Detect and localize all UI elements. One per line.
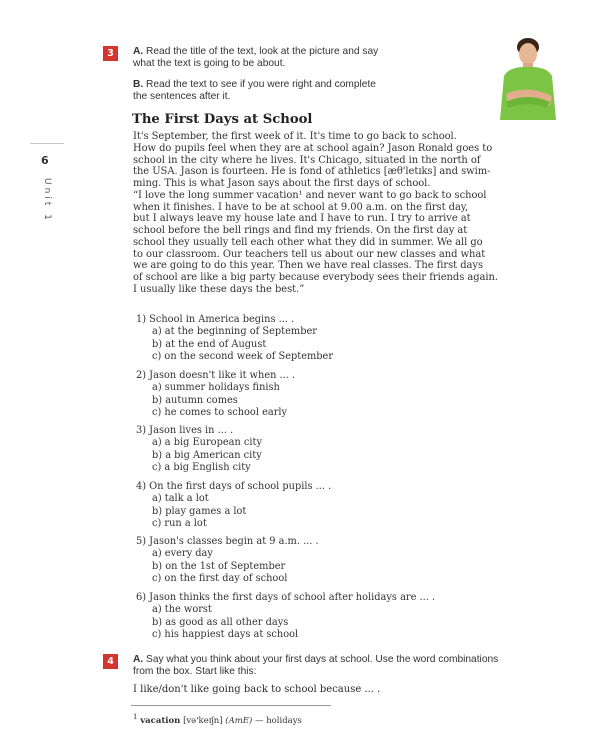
task-3-a-line1: Read the title of the text, look at the picture and say <box>146 46 379 57</box>
answer-option: a) the worst <box>152 604 212 616</box>
text-line: to our classroom. Our teachers tell us about our new classes and what <box>133 248 486 260</box>
answer-option: c) on the first day of school <box>152 572 288 584</box>
text-line: the USA. Jason is fourteen. He is fond of athletics [æθ'letɪks] and swim- <box>133 166 491 178</box>
footnote-divider <box>131 705 331 706</box>
text-line: “I love the long summer vacation¹ and never want to go back to school <box>133 189 487 201</box>
text-line: school they usually tell each other what they did in summer. We all go <box>133 236 483 248</box>
task-3-b-label: B. <box>133 79 144 90</box>
answer-option: b) autumn comes <box>152 394 238 406</box>
text-line: It's September, the first week of it. It's time to go back to school. <box>133 131 457 142</box>
task-3-part-a <box>133 46 463 70</box>
text-line: school before the bell rings and find my friends. On the first day at <box>133 225 468 236</box>
footnote-term: vacation <box>140 715 181 726</box>
task-3-a-label: A. <box>133 46 144 57</box>
footnote-definition: — holidays <box>255 715 302 726</box>
question-stem: 6) Jason thinks the first days of school after holidays are ... . <box>136 592 436 603</box>
answer-option: a) a big European city <box>152 437 262 449</box>
answer-option: c) a big English city <box>152 461 251 473</box>
answer-option: a) talk a lot <box>152 493 209 505</box>
answer-option: a) every day <box>152 548 213 560</box>
answer-option: b) as good as all other days <box>152 616 289 628</box>
answer-option: c) on the second week of September <box>152 350 334 362</box>
footnote-variant: (AmE) <box>225 715 253 726</box>
text-line: ming. This is what Jason says about the first days of school. <box>133 178 431 189</box>
task-3-b-line1: Read the text to see if you were right and complete <box>146 79 376 90</box>
answer-option: c) he comes to school early <box>152 406 288 418</box>
answer-option: c) run a lot <box>152 517 207 529</box>
footnote <box>133 712 302 726</box>
task-4-line2: from the box. Start like this: <box>133 666 257 677</box>
text-title: The First Days at School <box>132 112 313 127</box>
task-4-badge: 4 <box>103 654 118 669</box>
boy-illustration <box>494 36 560 120</box>
task-4-prompt: I like/don't like going back to school because ... . <box>133 684 381 695</box>
unit-label: Unit 1 <box>42 178 52 223</box>
question-stem: 1) School in America begins ... . <box>136 314 295 325</box>
task-3-badge: 3 <box>103 46 118 61</box>
text-line: but I always leave my house late and I have to run. I try to arrive at <box>133 213 471 225</box>
text-line: when it finishes. I have to be at school at 9.00 a.m. on the first day, <box>133 201 469 213</box>
text-line: school in the city where he lives. It's Chicago, situated in the north of <box>133 154 481 166</box>
task-3-part-b <box>133 79 463 103</box>
task-3-b-line2: the sentences after it. <box>133 91 231 102</box>
question-stem: 2) Jason doesn't like it when ... . <box>136 370 296 381</box>
question-stem: 5) Jason's classes begin at 9 a.m. ... . <box>136 536 319 547</box>
answer-option: b) on the 1st of September <box>152 560 286 572</box>
boy-face <box>519 43 537 65</box>
footnote-marker: 1 <box>133 712 138 721</box>
answer-option: a) at the beginning of September <box>152 326 317 338</box>
task-4-part-a <box>133 654 573 678</box>
question-stem: 3) Jason lives in ... . <box>136 425 234 436</box>
text-line: How do pupils feel when they are at school again? Jason Ronald goes to <box>133 142 493 154</box>
task-4-line1: Say what you think about your first days at school. Use the word combinations <box>146 654 499 665</box>
text-line: I usually like these days the best.” <box>133 283 305 295</box>
answer-option: a) summer holidays finish <box>152 382 280 394</box>
text-line: we are going to do this year. Then we have real classes. The first days <box>133 260 483 272</box>
task-3-a-line2: what the text is going to be about. <box>133 58 286 69</box>
answer-option: b) play games a lot <box>152 505 247 517</box>
text-line: of school are like a big party because everybody sees their friends again. <box>133 272 498 283</box>
answer-option: b) a big American city <box>152 449 262 461</box>
answer-option: b) at the end of August <box>152 338 267 350</box>
question-stem: 4) On the first days of school pupils ... . <box>136 481 332 492</box>
footnote-transcription: [və'keɪʃn] <box>183 715 223 726</box>
page-number: 6 <box>41 154 49 167</box>
answer-option: c) his happiest days at school <box>152 628 299 640</box>
task-4-a-label: A. <box>133 654 144 665</box>
